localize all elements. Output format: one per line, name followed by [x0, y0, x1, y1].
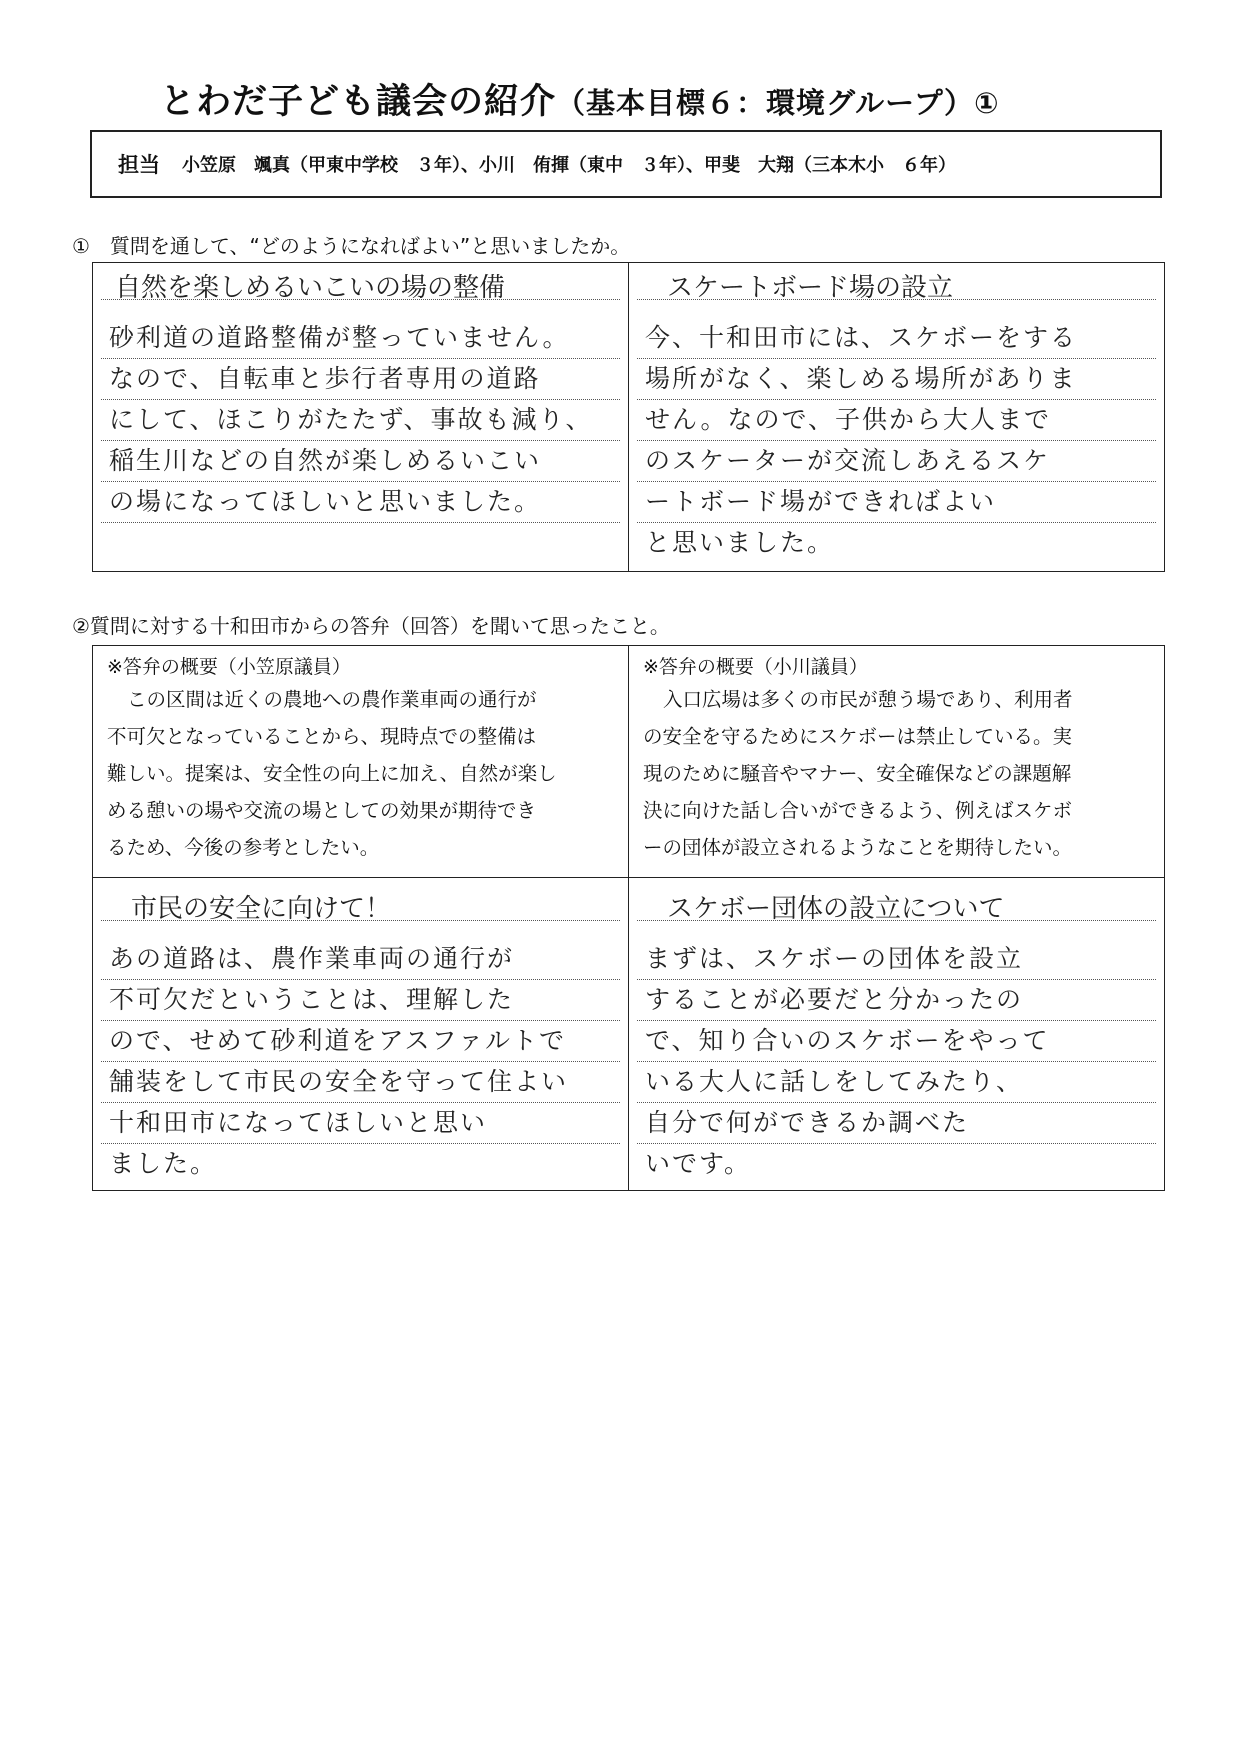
section1-right-title: スケートボード場の設立 [637, 263, 1156, 300]
hw-line: 稲生川などの自然が楽しめるいこい [101, 441, 620, 482]
section2-heading: ②質問に対する十和田市からの答弁（回答）を聞いて思ったこと。 [72, 614, 670, 638]
hw-line: することが必要だと分かったの [637, 980, 1156, 1021]
hw-line: なので、自転車と歩行者専用の道路 [101, 359, 620, 400]
answer-head: ※答弁の概要（小川議員） [643, 656, 868, 678]
hw-line: 砂利道の道路整備が整っていません。 [101, 318, 620, 359]
hw-line: いる大人に話しをしてみたり、 [637, 1062, 1156, 1103]
section2-left-title: 市民の安全に向けて！ [101, 884, 620, 921]
section2-right-title: スケボー団体の設立について [637, 884, 1156, 921]
answer-line: 不可欠となっていることから、現時点での整備は [107, 725, 537, 748]
answer-line: ーの団体が設立されるようなことを期待したい。 [643, 836, 1073, 859]
answer-head: ※答弁の概要（小笠原議員） [107, 656, 351, 678]
hw-line: あの道路は、農作業車両の通行が [101, 939, 620, 980]
tanto-members: 小笠原 颯真（甲東中学校 ３年）、小川 侑揮（東中 ３年）、甲斐 大翔（三本木小 ６年） [182, 155, 956, 176]
hw-line: のスケーターが交流しあえるスケ [637, 441, 1156, 482]
section2-left-answer [93, 646, 629, 878]
answer-line: の安全を守るためにスケボーは禁止している。実 [643, 725, 1073, 748]
hw-line: 自分で何ができるか調べた [637, 1103, 1156, 1144]
hw-line: と思いました。 [645, 528, 835, 557]
page-title [160, 74, 1120, 124]
section2-left-cell [93, 878, 629, 1191]
hw-line: まずは、スケボーの団体を設立 [637, 939, 1156, 980]
answer-line: 決に向けた話し合いができるよう、例えばスケボ [643, 799, 1073, 822]
answer-line: この区間は近くの農地への農作業車両の通行が [127, 688, 537, 711]
hw-line: いです。 [645, 1149, 752, 1178]
hw-line: 不可欠だということは、理解した [101, 980, 620, 1021]
answer-line: 入口広場は多くの市民が憩う場であり、利用者 [663, 688, 1073, 711]
hw-line: の場になってほしいと思いました。 [101, 482, 620, 523]
section1-left-cell [93, 263, 629, 572]
tanto-box [90, 130, 1162, 198]
hw-line: せん。なので、子供から大人まで [637, 400, 1156, 441]
hw-line: 場所がなく、楽しめる場所がありま [637, 359, 1156, 400]
hw-line: ました。 [109, 1149, 218, 1178]
hw-line: にして、ほこりがたたず、事故も減り、 [101, 400, 620, 441]
hw-line: 十和田市になってほしいと思い [101, 1103, 620, 1144]
section2-right-answer [629, 646, 1165, 878]
section1-left-title: 自然を楽しめるいこいの場の整備 [101, 263, 620, 300]
hw-line: ので、せめて砂利道をアスファルトで [101, 1021, 620, 1062]
section1-heading: ① 質問を通して、“どのようになればよい”と思いましたか。 [72, 234, 631, 258]
section2-table [92, 645, 1165, 1191]
hw-line: ートボード場ができればよい [637, 482, 1156, 523]
page-title-main: とわだ子ども議会の紹介 [160, 82, 557, 122]
answer-line: 現のために騒音やマナー、安全確保などの課題解 [643, 762, 1072, 785]
section1-right-cell [629, 263, 1165, 572]
section1-table [92, 262, 1165, 572]
hw-line: 舗装をして市民の安全を守って住よい [101, 1062, 620, 1103]
answer-line: るため、今後の参考としたい。 [107, 836, 380, 859]
answer-line: 難しい。提案は、安全性の向上に加え、自然が楽し [107, 762, 557, 785]
hw-line: 今、十和田市には、スケボーをする [637, 318, 1156, 359]
page-title-paren: （基本目標６：環境グループ）① [556, 86, 1000, 120]
section2-right-cell [629, 878, 1165, 1191]
tanto-label: 担当 [118, 153, 160, 177]
answer-line: める憩いの場や交流の場としての効果が期待でき [107, 799, 537, 822]
hw-line: で、知り合いのスケボーをやって [637, 1021, 1156, 1062]
